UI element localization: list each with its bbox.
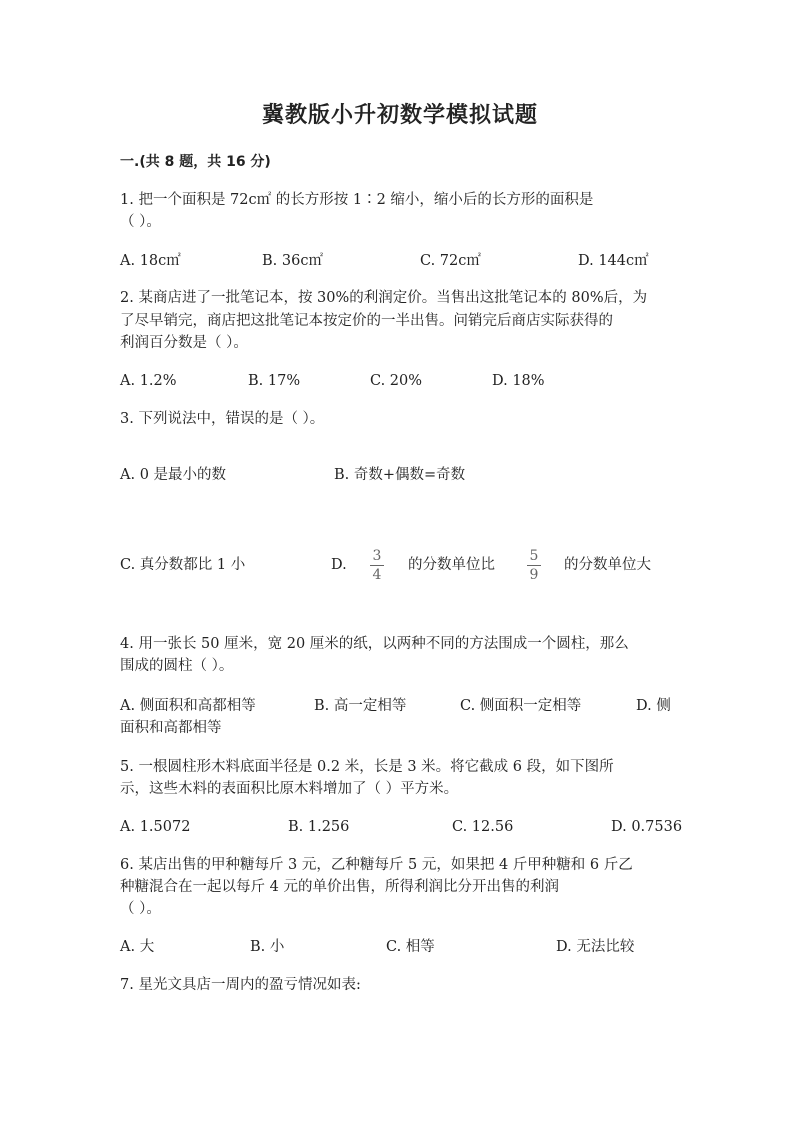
fraction-three-quarters <box>370 548 384 583</box>
q4-option-d-wrap: 面积和高都相等 <box>120 720 222 736</box>
q3-option-d-label: D. <box>331 557 347 573</box>
q2-line1: 2. 某商店进了一批笔记本，按 30%的利润定价。当售出这批笔记本的 80%后，为 <box>120 290 648 306</box>
q6-line2: 种糖混合在一起以每斤 4 元的单价出售，所得利润比分开出售的利润 <box>120 879 559 895</box>
q4-option-c: C. 侧面积一定相等 <box>460 698 582 714</box>
q3-option-b: B. 奇数+偶数=奇数 <box>334 467 466 483</box>
q5-option-c: C. 12.56 <box>452 819 514 835</box>
fraction-denominator: 4 <box>372 567 382 583</box>
q2-option-b: B. 17% <box>248 373 301 389</box>
q4-option-b: B. 高一定相等 <box>314 698 407 714</box>
q2-line2: 了尽早销完，商店把这批笔记本按定价的一半出售。问销完后商店实际获得的 <box>120 313 613 329</box>
q6-option-d: D. 无法比较 <box>556 939 635 955</box>
q6-option-a: A. 大 <box>120 939 155 955</box>
q5-option-a: A. 1.5072 <box>120 819 191 835</box>
q1-option-a: A. 18c㎡ <box>120 253 181 269</box>
fraction-numerator: 5 <box>529 548 539 564</box>
fraction-five-ninths <box>527 548 541 583</box>
q2-line3: 利润百分数是（ ）。 <box>120 335 248 351</box>
q5-option-b: B. 1.256 <box>288 819 350 835</box>
q4-option-a: A. 侧面积和高都相等 <box>120 698 256 714</box>
q7-line1: 7. 星光文具店一周内的盈亏情况如表: <box>120 977 361 993</box>
q5-option-d: D. 0.7536 <box>611 819 683 835</box>
q1-option-b: B. 36c㎡ <box>262 253 323 269</box>
q6-line1: 6. 某店出售的甲种糖每斤 3 元，乙种糖每斤 5 元，如果把 4 斤甲种糖和 6 斤乙 <box>120 857 633 873</box>
q3-line1: 3. 下列说法中，错误的是（ ）。 <box>120 411 325 427</box>
q3-option-d-mid: 的分数单位比 <box>408 557 495 573</box>
q1-line2: （ ）。 <box>120 214 161 230</box>
section-header: 一.(共 8 题，共 16 分) <box>120 154 271 170</box>
q1-option-c: C. 72c㎡ <box>420 253 481 269</box>
q4-line1: 4. 用一张长 50 厘米，宽 20 厘米的纸，以两种不同的方法围成一个圆柱，那么 <box>120 636 629 652</box>
page-title: 冀教版小升初数学模拟试题 <box>261 102 538 128</box>
q6-line3: （ ）。 <box>120 901 161 917</box>
q2-option-a: A. 1.2% <box>120 373 177 389</box>
q6-option-c: C. 相等 <box>386 939 435 955</box>
q6-option-b: B. 小 <box>250 939 285 955</box>
q1-option-d: D. 144c㎡ <box>578 253 649 269</box>
q4-option-d: D. 侧 <box>636 698 671 714</box>
q4-line2: 围成的圆柱（ ）。 <box>120 658 234 674</box>
q2-option-c: C. 20% <box>370 373 423 389</box>
fraction-denominator: 9 <box>529 567 539 583</box>
q5-line1: 5. 一根圆柱形木料底面半径是 0.2 米，长是 3 米。将它截成 6 段，如下图所 <box>120 759 614 775</box>
fraction-numerator: 3 <box>372 548 382 564</box>
q1-line1: 1. 把一个面积是 72c㎡ 的长方形按 1∶2 缩小，缩小后的长方形的面积是 <box>120 192 594 208</box>
q2-option-d: D. 18% <box>492 373 545 389</box>
q3-option-d-end: 的分数单位大 <box>564 557 651 573</box>
q3-option-a: A. 0 是最小的数 <box>120 467 227 483</box>
q3-option-c: C. 真分数都比 1 小 <box>120 557 246 573</box>
q5-line2: 示，这些木料的表面积比原木料增加了（ ）平方米。 <box>120 781 459 797</box>
